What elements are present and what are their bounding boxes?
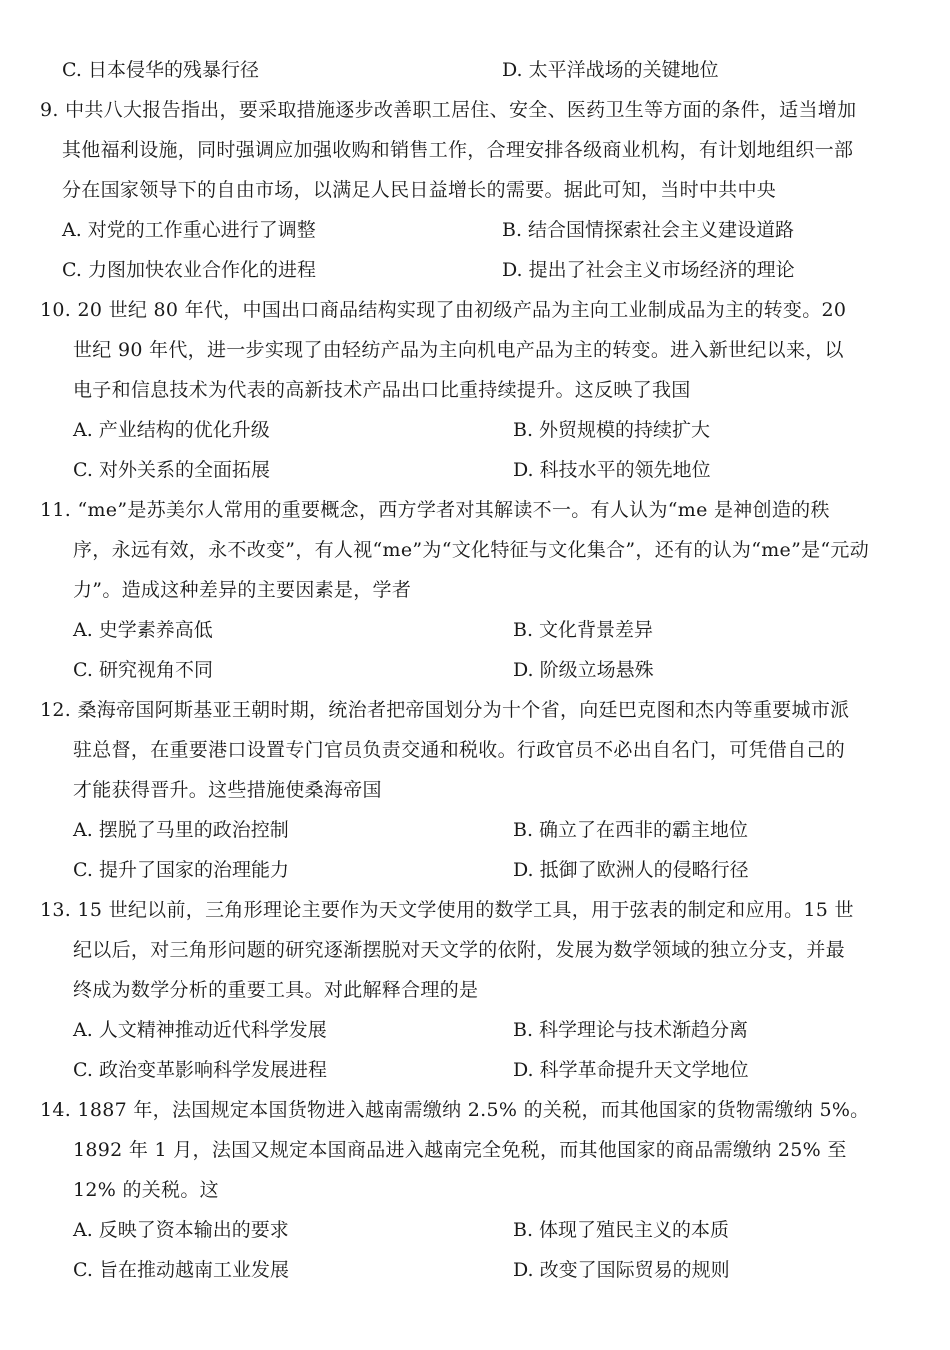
option-c: C. 对外关系的全面拓展	[73, 458, 270, 481]
options-row	[73, 408, 950, 448]
option-d: D. 抵御了欧洲人的侵略行径	[513, 858, 749, 881]
question-stem-line: 电子和信息技术为代表的高新技术产品出口比重持续提升。这反映了我国	[73, 378, 691, 401]
options-row	[62, 248, 950, 288]
question-stem-line: 终成为数学分析的重要工具。对此解释合理的是	[73, 978, 479, 1001]
option-c: C. 力图加快农业合作化的进程	[62, 258, 316, 281]
option-a: A. 摆脱了马里的政治控制	[73, 818, 289, 841]
option-c: C. 研究视角不同	[73, 658, 213, 681]
question-stem-line: 驻总督，在重要港口设置专门官员负责交通和税收。行政官员不必出自名门，可凭借自己的	[73, 738, 846, 761]
option-a: A. 史学素养高低	[73, 618, 213, 641]
option-b: B. 外贸规模的持续扩大	[513, 418, 711, 441]
option-c: C. 政治变革影响科学发展进程	[73, 1058, 327, 1081]
option-b: B. 文化背景差异	[513, 618, 654, 641]
option-a: A. 人文精神推动近代科学发展	[73, 1018, 327, 1041]
option-c: C. 提升了国家的治理能力	[73, 858, 289, 881]
question-stem-line: 力”。造成这种差异的主要因素是，学者	[73, 578, 412, 601]
option-d: D. 科学革命提升天文学地位	[513, 1058, 749, 1081]
option-c: C. 日本侵华的残暴行径	[62, 58, 259, 81]
options-row-top	[62, 48, 950, 88]
options-row	[73, 1248, 950, 1288]
option-a: A. 对党的工作重心进行了调整	[62, 218, 316, 241]
question-stem-line: 其他福利设施，同时强调应加强收购和销售工作，合理安排各级商业机构，有计划地组织一部	[62, 138, 854, 161]
options-row	[73, 608, 950, 648]
option-b: B. 科学理论与技术渐趋分离	[513, 1018, 749, 1041]
question-stem-line: 10. 20 世纪 80 年代，中国出口商品结构实现了由初级产品为主向工业制成品为主的转变。20	[40, 298, 847, 321]
question-stem-line: 纪以后，对三角形问题的研究逐渐摆脱对天文学的依附，发展为数学领域的独立分支，并最	[73, 938, 846, 961]
options-row	[73, 1208, 950, 1248]
question-9	[40, 88, 912, 288]
question-stem-line: 11. “me”是苏美尔人常用的重要概念，西方学者对其解读不一。有人认为“me 是神创造的秩	[40, 498, 830, 521]
option-d: D. 阶级立场悬殊	[513, 658, 654, 681]
option-d: D. 太平洋战场的关键地位	[502, 58, 719, 81]
options-row	[73, 808, 950, 848]
options-row	[73, 1008, 950, 1048]
option-b: B. 确立了在西非的霸主地位	[513, 818, 749, 841]
question-stem-line: 序，永远有效，永不改变”，有人视“me”为“文化特征与文化集合”，还有的认为“me”是“元动	[73, 538, 870, 561]
question-stem-line: 13. 15 世纪以前，三角形理论主要作为天文学使用的数学工具，用于弦表的制定和应用。15 世	[40, 898, 854, 921]
option-b: B. 体现了殖民主义的本质	[513, 1218, 730, 1241]
option-d: D. 提出了社会主义市场经济的理论	[502, 258, 795, 281]
option-a: A. 产业结构的优化升级	[73, 418, 270, 441]
question-stem-line: 分在国家领导下的自由市场，以满足人民日益增长的需要。据此可知，当时中共中央	[62, 178, 777, 201]
question-stem-line: 才能获得晋升。这些措施使桑海帝国	[73, 778, 382, 801]
options-row	[73, 648, 950, 688]
question-stem-line: 9. 中共八大报告指出，要采取措施逐步改善职工居住、安全、医药卫生等方面的条件，适当增加	[40, 98, 857, 121]
question-stem-line: 12% 的关税。这	[73, 1178, 219, 1201]
options-row	[73, 848, 950, 888]
question-stem-line: 1892 年 1 月，法国又规定本国商品进入越南完全免税，而其他国家的商品需缴纳 25% 至	[73, 1138, 847, 1161]
options-row	[62, 208, 950, 248]
question-stem-line: 世纪 90 年代，进一步实现了由轻纺产品为主向机电产品为主的转变。进入新世纪以来，以	[73, 338, 844, 361]
options-row	[73, 1048, 950, 1088]
option-a: A. 反映了资本输出的要求	[73, 1218, 289, 1241]
question-stem-line: 12. 桑海帝国阿斯基亚王朝时期，统治者把帝国划分为十个省，向廷巴克图和杰内等重要城市派	[40, 698, 850, 721]
question-10	[40, 288, 912, 488]
option-b: B. 结合国情探索社会主义建设道路	[502, 218, 795, 241]
question-stem-line: 14. 1887 年，法国规定本国货物进入越南需缴纳 2.5% 的关税，而其他国家的货物需缴纳 5%。	[40, 1098, 870, 1121]
question-12	[40, 688, 912, 888]
option-c: C. 旨在推动越南工业发展	[73, 1258, 289, 1281]
question-14	[40, 1088, 912, 1288]
options-row	[73, 448, 950, 488]
option-d: D. 改变了国际贸易的规则	[513, 1258, 730, 1281]
question-13	[40, 888, 912, 1088]
question-11	[40, 488, 912, 688]
option-d: D. 科技水平的领先地位	[513, 458, 711, 481]
